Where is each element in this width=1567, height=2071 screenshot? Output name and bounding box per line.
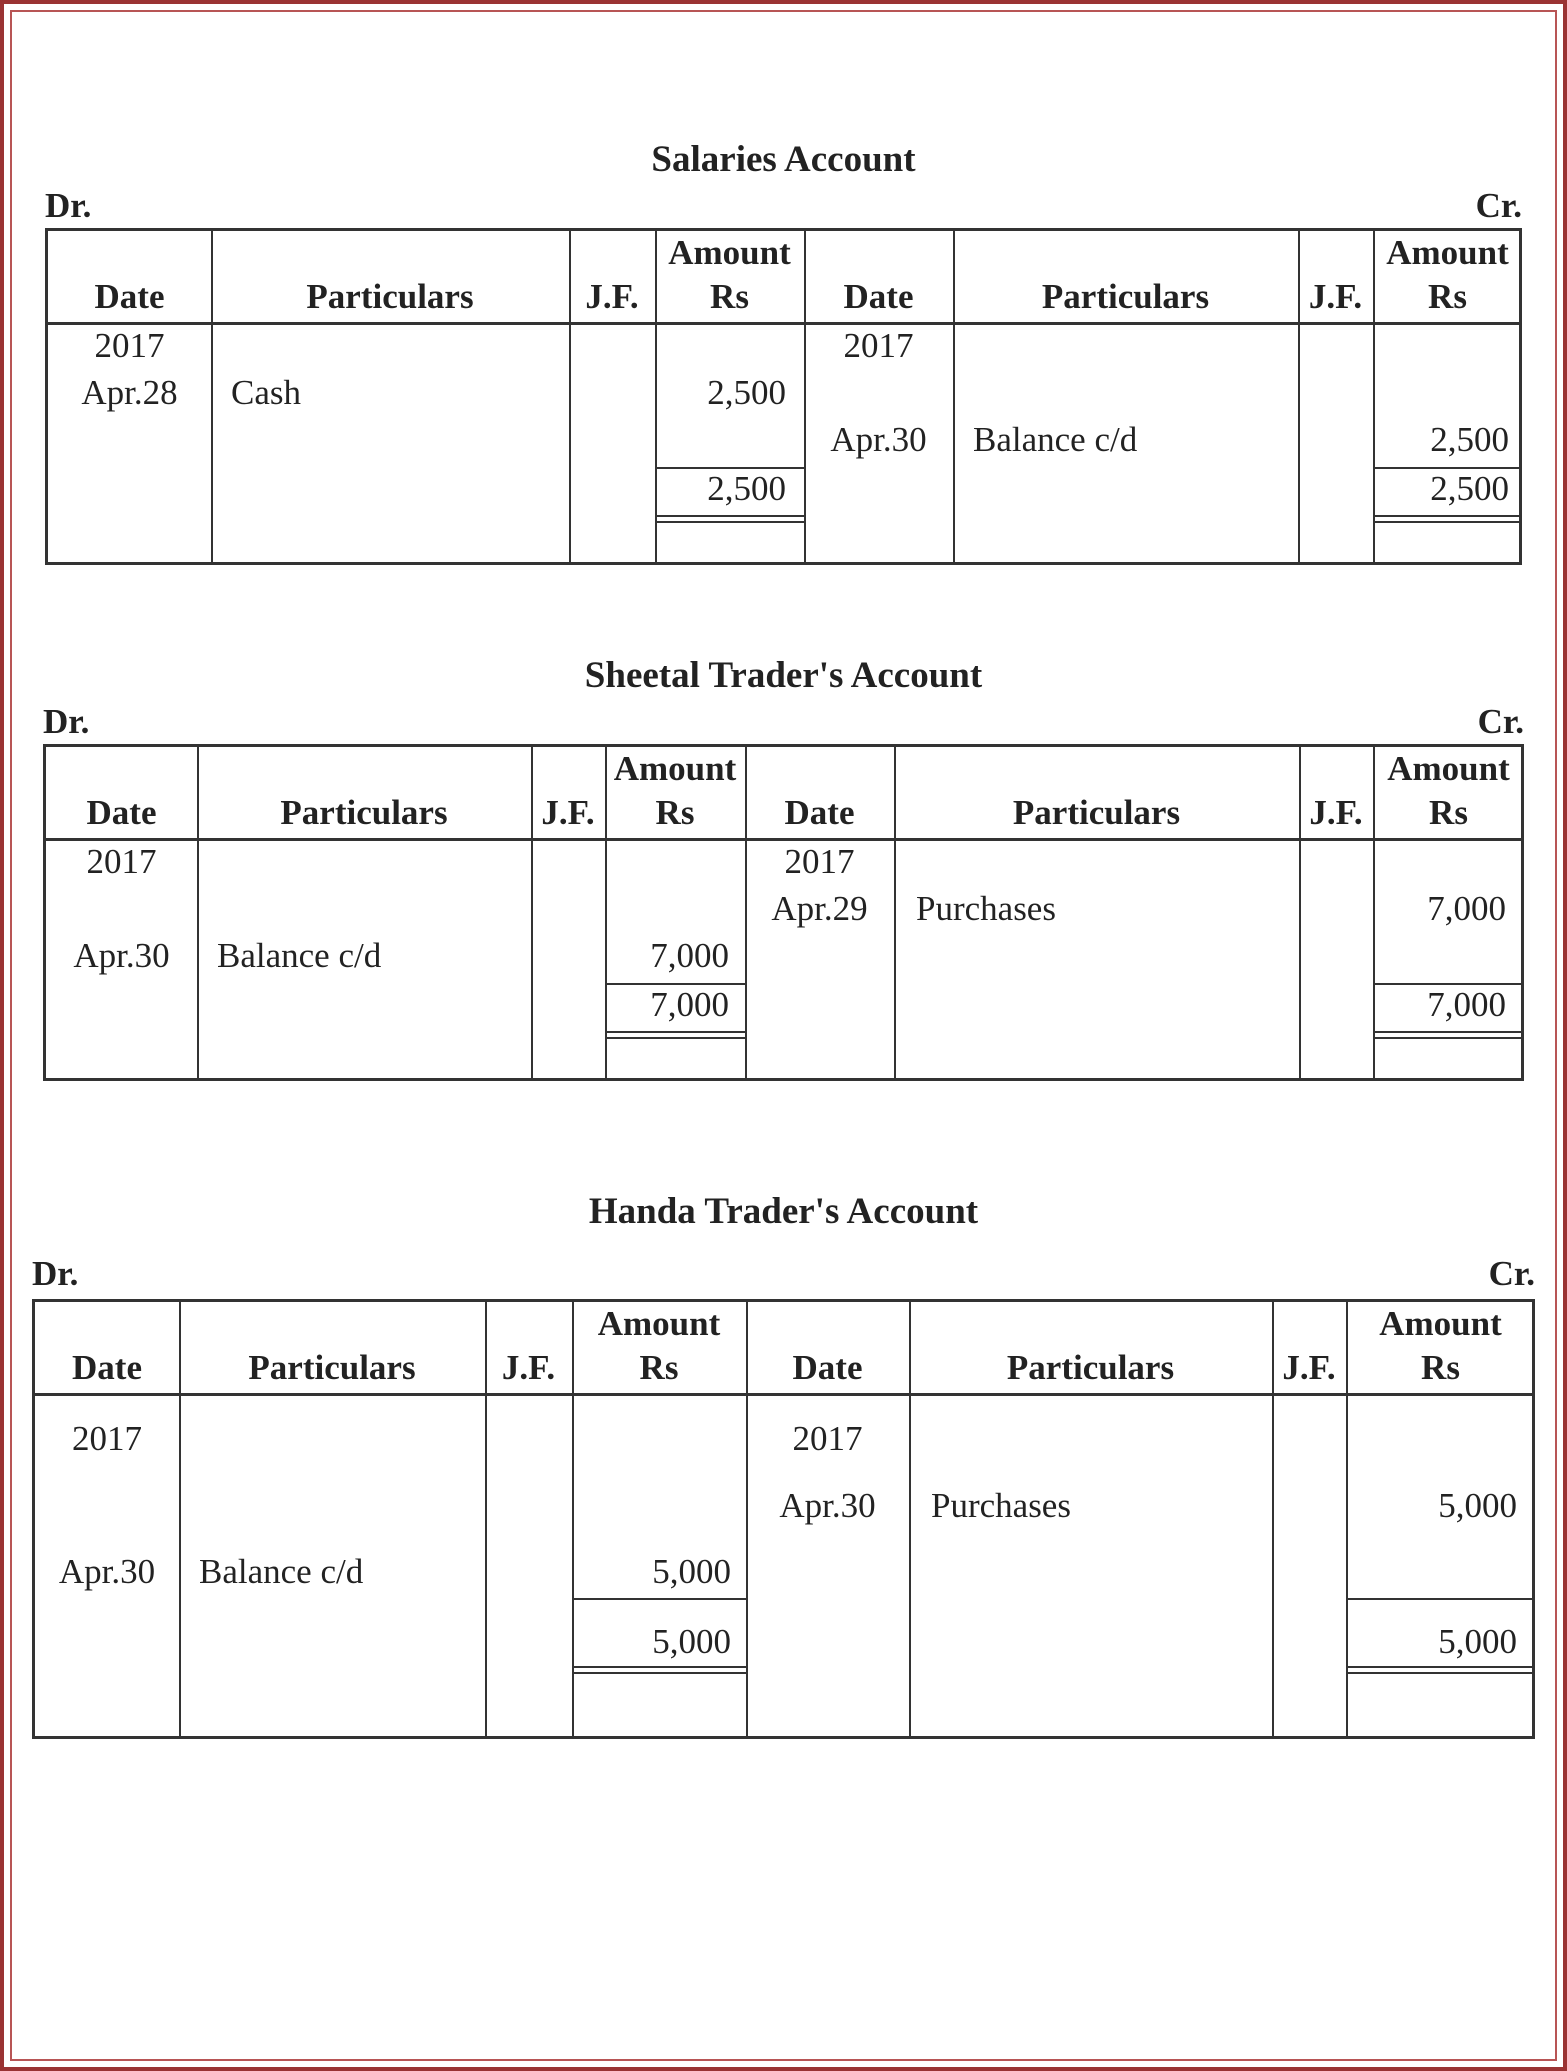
debit-particulars: Balance c/d — [199, 1552, 364, 1591]
header-particulars: Particulars — [1012, 793, 1181, 832]
ledger-table — [45, 228, 1522, 565]
debit-total: 2,500 — [707, 469, 786, 508]
double-rule — [655, 515, 804, 523]
debit-total: 5,000 — [652, 1622, 731, 1661]
debit-year: 2017 — [86, 842, 157, 881]
credit-total: 7,000 — [1427, 985, 1506, 1024]
debit-amount: 5,000 — [652, 1552, 731, 1591]
header-amount: Amount — [1386, 233, 1509, 272]
debit-particulars: Balance c/d — [217, 936, 382, 975]
double-rule — [572, 1666, 746, 1674]
header-date: Date — [784, 793, 855, 832]
header-particulars: Particulars — [306, 277, 474, 316]
debit-year: 2017 — [94, 326, 165, 365]
header-amount-unit: Rs — [639, 1348, 679, 1387]
credit-particulars: Purchases — [916, 889, 1056, 928]
salaries-account — [45, 130, 1522, 570]
credit-year: 2017 — [792, 1419, 863, 1458]
header-amount: Amount — [597, 1304, 721, 1343]
header-jf: J.F. — [1282, 1348, 1336, 1387]
dr-label: Dr. — [45, 186, 92, 225]
cr-label: Cr. — [1488, 1254, 1535, 1293]
credit-date: Apr.30 — [830, 420, 927, 459]
total-rule — [572, 1598, 746, 1600]
header-jf: J.F. — [585, 277, 639, 316]
header-amount: Amount — [1379, 1304, 1502, 1343]
double-rule — [1346, 1666, 1535, 1674]
credit-year: 2017 — [843, 326, 914, 365]
credit-amount: 7,000 — [1427, 889, 1506, 928]
header-amount-unit: Rs — [655, 793, 695, 832]
credit-total: 2,500 — [1430, 469, 1509, 508]
cr-label: Cr. — [1477, 702, 1524, 741]
header-date: Date — [72, 1348, 142, 1387]
header-rule — [35, 1393, 1532, 1396]
header-jf: J.F. — [501, 1348, 556, 1387]
header-amount-unit: Rs — [1421, 1348, 1460, 1387]
cr-label: Cr. — [1475, 186, 1522, 225]
double-rule — [605, 1031, 745, 1039]
debit-date: Apr.30 — [73, 936, 170, 975]
header-jf: J.F. — [1308, 277, 1363, 316]
header-amount: Amount — [613, 749, 737, 788]
debit-amount: 2,500 — [707, 373, 786, 412]
credit-particulars: Purchases — [931, 1486, 1071, 1525]
header-particulars: Particulars — [280, 793, 448, 832]
header-date: Date — [86, 793, 157, 832]
sheetal-trader-account — [43, 646, 1524, 1086]
debit-particulars: Cash — [231, 373, 301, 412]
total-rule — [1346, 1598, 1535, 1600]
dr-label: Dr. — [43, 702, 90, 741]
dr-label: Dr. — [32, 1254, 79, 1293]
credit-particulars: Balance c/d — [973, 420, 1138, 459]
header-date: Date — [94, 277, 165, 316]
header-amount: Amount — [668, 233, 791, 272]
header-jf: J.F. — [541, 793, 595, 832]
account-title: Salaries Account — [651, 139, 916, 180]
header-date: Date — [792, 1348, 863, 1387]
debit-year: 2017 — [72, 1419, 142, 1458]
header-date: Date — [843, 277, 914, 316]
header-jf: J.F. — [1309, 793, 1363, 832]
header-particulars: Particulars — [1041, 277, 1210, 316]
ledger-table — [43, 744, 1524, 1081]
credit-year: 2017 — [784, 842, 855, 881]
credit-date: Apr.30 — [779, 1486, 876, 1525]
credit-amount: 2,500 — [1430, 420, 1509, 459]
double-rule — [1373, 515, 1522, 523]
debit-date: Apr.30 — [58, 1552, 156, 1591]
debit-amount: 7,000 — [650, 936, 729, 975]
credit-total: 5,000 — [1438, 1622, 1517, 1661]
header-particulars: Particulars — [248, 1348, 416, 1387]
handa-trader-account — [32, 1182, 1535, 1742]
debit-date: Apr.28 — [81, 373, 178, 412]
credit-amount: 5,000 — [1438, 1486, 1517, 1525]
header-amount-unit: Rs — [1429, 793, 1468, 832]
header-amount: Amount — [1387, 749, 1510, 788]
header-particulars: Particulars — [1006, 1348, 1175, 1387]
header-rule — [48, 322, 1519, 325]
ledger-table — [32, 1299, 1535, 1739]
credit-date: Apr.29 — [771, 889, 868, 928]
header-amount-unit: Rs — [710, 277, 749, 316]
header-amount-unit: Rs — [1428, 277, 1467, 316]
account-title: Sheetal Trader's Account — [584, 655, 983, 696]
account-title: Handa Trader's Account — [588, 1191, 979, 1232]
debit-total: 7,000 — [650, 985, 729, 1024]
double-rule — [1373, 1031, 1524, 1039]
